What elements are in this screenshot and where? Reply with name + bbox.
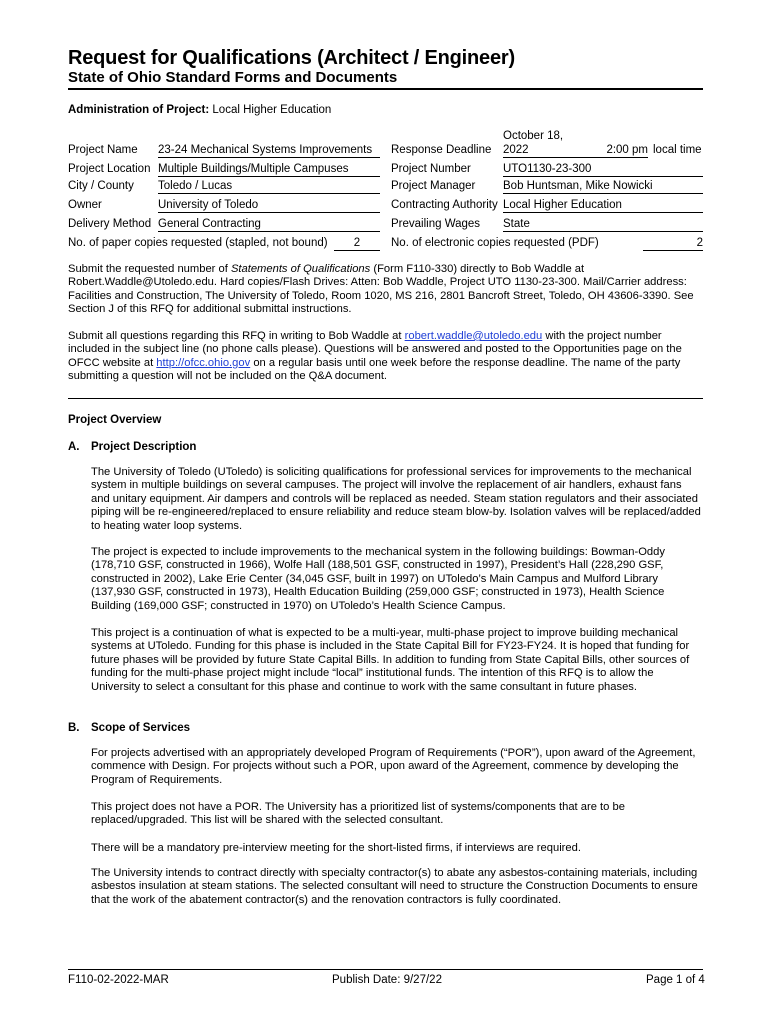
page-title: Request for Qualifications (Architect / Engineer) xyxy=(68,47,515,69)
city-county-label: City / County xyxy=(68,180,134,192)
delivery-method-value: General Contracting xyxy=(158,217,380,232)
questions-text-a: Submit all questions regarding this RFQ in writing to Bob Waddle at xyxy=(68,330,405,342)
project-number-label: Project Number xyxy=(391,163,471,175)
owner-label: Owner xyxy=(68,199,102,211)
submission-text-a: Submit the requested number of xyxy=(68,263,231,275)
b-p4-text: The University intends to contract directly with specialty contractor(s) to abate any asbestos-containing materials, including asbestos insulation at steam stations. The selected consultant will need to structure the Construction Documents to ensure that the work of the abatement contractor(s) and the renovation contractors is fully coordinated. xyxy=(91,867,698,906)
electronic-copies-label: No. of electronic copies requested (PDF) xyxy=(391,237,599,249)
response-deadline-time: 2:00 pm xyxy=(589,143,648,158)
project-description-paragraph-1 xyxy=(91,466,703,533)
section-a-title: Project Description xyxy=(91,441,197,453)
section-a-letter: A. xyxy=(68,441,80,453)
paper-copies-value: 2 xyxy=(334,236,380,251)
section-b-title: Scope of Services xyxy=(91,722,191,734)
footer-page-number: Page 1 of 4 xyxy=(646,974,705,986)
project-overview-heading: Project Overview xyxy=(68,414,162,426)
header-divider xyxy=(68,88,703,90)
footer-publish-date: Publish Date: 9/27/22 xyxy=(332,974,442,986)
section-divider xyxy=(68,398,703,399)
a-p3-text: This project is a continuation of what is expected to be a multi-year, multi-phase project to improve building mechanical systems at UToledo. Funding for this phase is included in the State Capital Bill for FY23-FY24. It is hoped that funding for future phases will be provided by future State Capital Bills. In addition to funding from State Capital Bills, other sources of funding for the multi-phase project might include “local” institutional funds. The intention of this RFQ is to allow the University to select a consultant for this phase and continue to work with the same consultant in future phases. xyxy=(91,627,690,693)
a-p2-text: The project is expected to include improvements to the mechanical system in the following buildings: Bowman-Oddy (178,710 GSF, constructed in 1966), Wolfe Hall (188,501 GSF, constructed in 1997), President’s Hall (228,290 GSF, constructed in 2002), Lake Erie Center (34,045 GSF, built in 1997) on UToledo’s Main Campus and Mulford Library (137,930 GSF, constructed in 1973), Health Education Building (259,000 GSF; constructed in 1973), Health Science Building (169,000 GSF; constructed in 1970) on UToledo’s Health Science Campus. xyxy=(91,546,665,612)
delivery-method-label: Delivery Method xyxy=(68,218,152,230)
questions-instructions xyxy=(68,330,703,384)
a-p1-text: The University of Toledo (UToledo) is soliciting qualifications for professional services for improvements to the mechanical system in multiple buildings on several campuses. The project will involve the replacement of air handlers, exhaust fans and unitary equipment. Air dampers and controls will be replaced as needed. Steam station regulators and their associated piping will be re-engineered/replaced to ensure reliability and reduce steam blow-by. Isolation valves will be replaced/added to heating water loop systems. xyxy=(91,466,701,532)
electronic-copies-value: 2 xyxy=(643,236,703,251)
scope-paragraph-3 xyxy=(91,842,703,855)
project-location-value: Multiple Buildings/Multiple Campuses xyxy=(158,162,380,177)
project-location-label: Project Location xyxy=(68,163,151,175)
project-manager-value: Bob Huntsman, Mike Nowicki xyxy=(503,179,703,194)
questions-text-b: with the project number included in the subject line (no phone calls please). Questions will be answered and posted to the Opportunities page on the OFCC website at xyxy=(68,330,682,369)
ofcc-website-link[interactable]: http://ofcc.ohio.gov xyxy=(156,356,251,369)
project-name-label: Project Name xyxy=(68,144,138,156)
project-description-paragraph-3 xyxy=(91,627,703,694)
scope-paragraph-1 xyxy=(91,747,703,787)
submission-text-b: (Form F110-330) directly to Bob Waddle at Robert.Waddle@Utoledo.edu. Hard copies/Flash Drives: Atten: Bob Waddle, Project UTO 1130-23-300. Mail/Carrier address: Facilities and Construction, The University of Toledo, Room 1020, MS 216, 2801 Bancroft Street, Toledo, OH 43606-3390. See Section J of this RFQ for additional submittal instructions. xyxy=(68,263,694,316)
response-deadline-date-line2: 2022 xyxy=(503,143,589,158)
project-manager-label: Project Manager xyxy=(391,180,476,192)
email-link[interactable]: robert.waddle@utoledo.edu xyxy=(404,330,543,342)
contracting-authority-label: Contracting Authority xyxy=(391,199,498,211)
questions-text-c: on a regular basis until one week before the response deadline. The name of the party submitting a question will not be included on the Q&A document. xyxy=(68,356,681,383)
scope-paragraph-4 xyxy=(91,867,703,907)
page-subtitle: State of Ohio Standard Forms and Documents xyxy=(68,69,398,86)
administration-value: Local Higher Education xyxy=(212,104,332,116)
administration-line xyxy=(68,103,331,117)
statements-of-qualifications: Statements of Qualifications xyxy=(230,263,371,275)
paper-copies-label: No. of paper copies requested (stapled, not bound) xyxy=(68,237,328,249)
submission-instructions xyxy=(68,263,703,317)
city-county-value: Toledo / Lucas xyxy=(158,179,380,194)
owner-value: University of Toledo xyxy=(158,198,380,213)
project-name-value: 23-24 Mechanical Systems Improvements xyxy=(158,143,380,158)
prevailing-wages-label: Prevailing Wages xyxy=(391,218,481,230)
footer-form-id: F110-02-2022-MAR xyxy=(68,974,169,986)
scope-paragraph-2 xyxy=(91,801,703,828)
b-p3-text: There will be a mandatory pre-interview meeting for the short-listed firms, if interviews are required. xyxy=(91,842,581,854)
administration-label: Administration of Project: xyxy=(68,104,210,116)
response-deadline-time-suffix: local time xyxy=(653,144,702,156)
response-deadline-date-line1: October 18, xyxy=(503,130,564,142)
footer-divider xyxy=(68,969,703,970)
project-description-paragraph-2 xyxy=(91,546,703,613)
prevailing-wages-value: State xyxy=(503,217,703,232)
response-deadline-label: Response Deadline xyxy=(391,144,492,156)
project-number-value: UTO1130-23-300 xyxy=(503,162,703,177)
section-b-letter: B. xyxy=(68,722,80,734)
contracting-authority-value: Local Higher Education xyxy=(503,198,703,213)
b-p1-text: For projects advertised with an appropriately developed Program of Requirements (“POR”), upon award of the Agreement, commence with Design. For projects without such a POR, upon award of the Agreement, commence by developing the Program of Requirements. xyxy=(91,747,696,786)
b-p2-text: This project does not have a POR. The University has a prioritized list of systems/components that are to be replaced/upgraded. This list will be shared with the selected consultant. xyxy=(91,801,625,827)
